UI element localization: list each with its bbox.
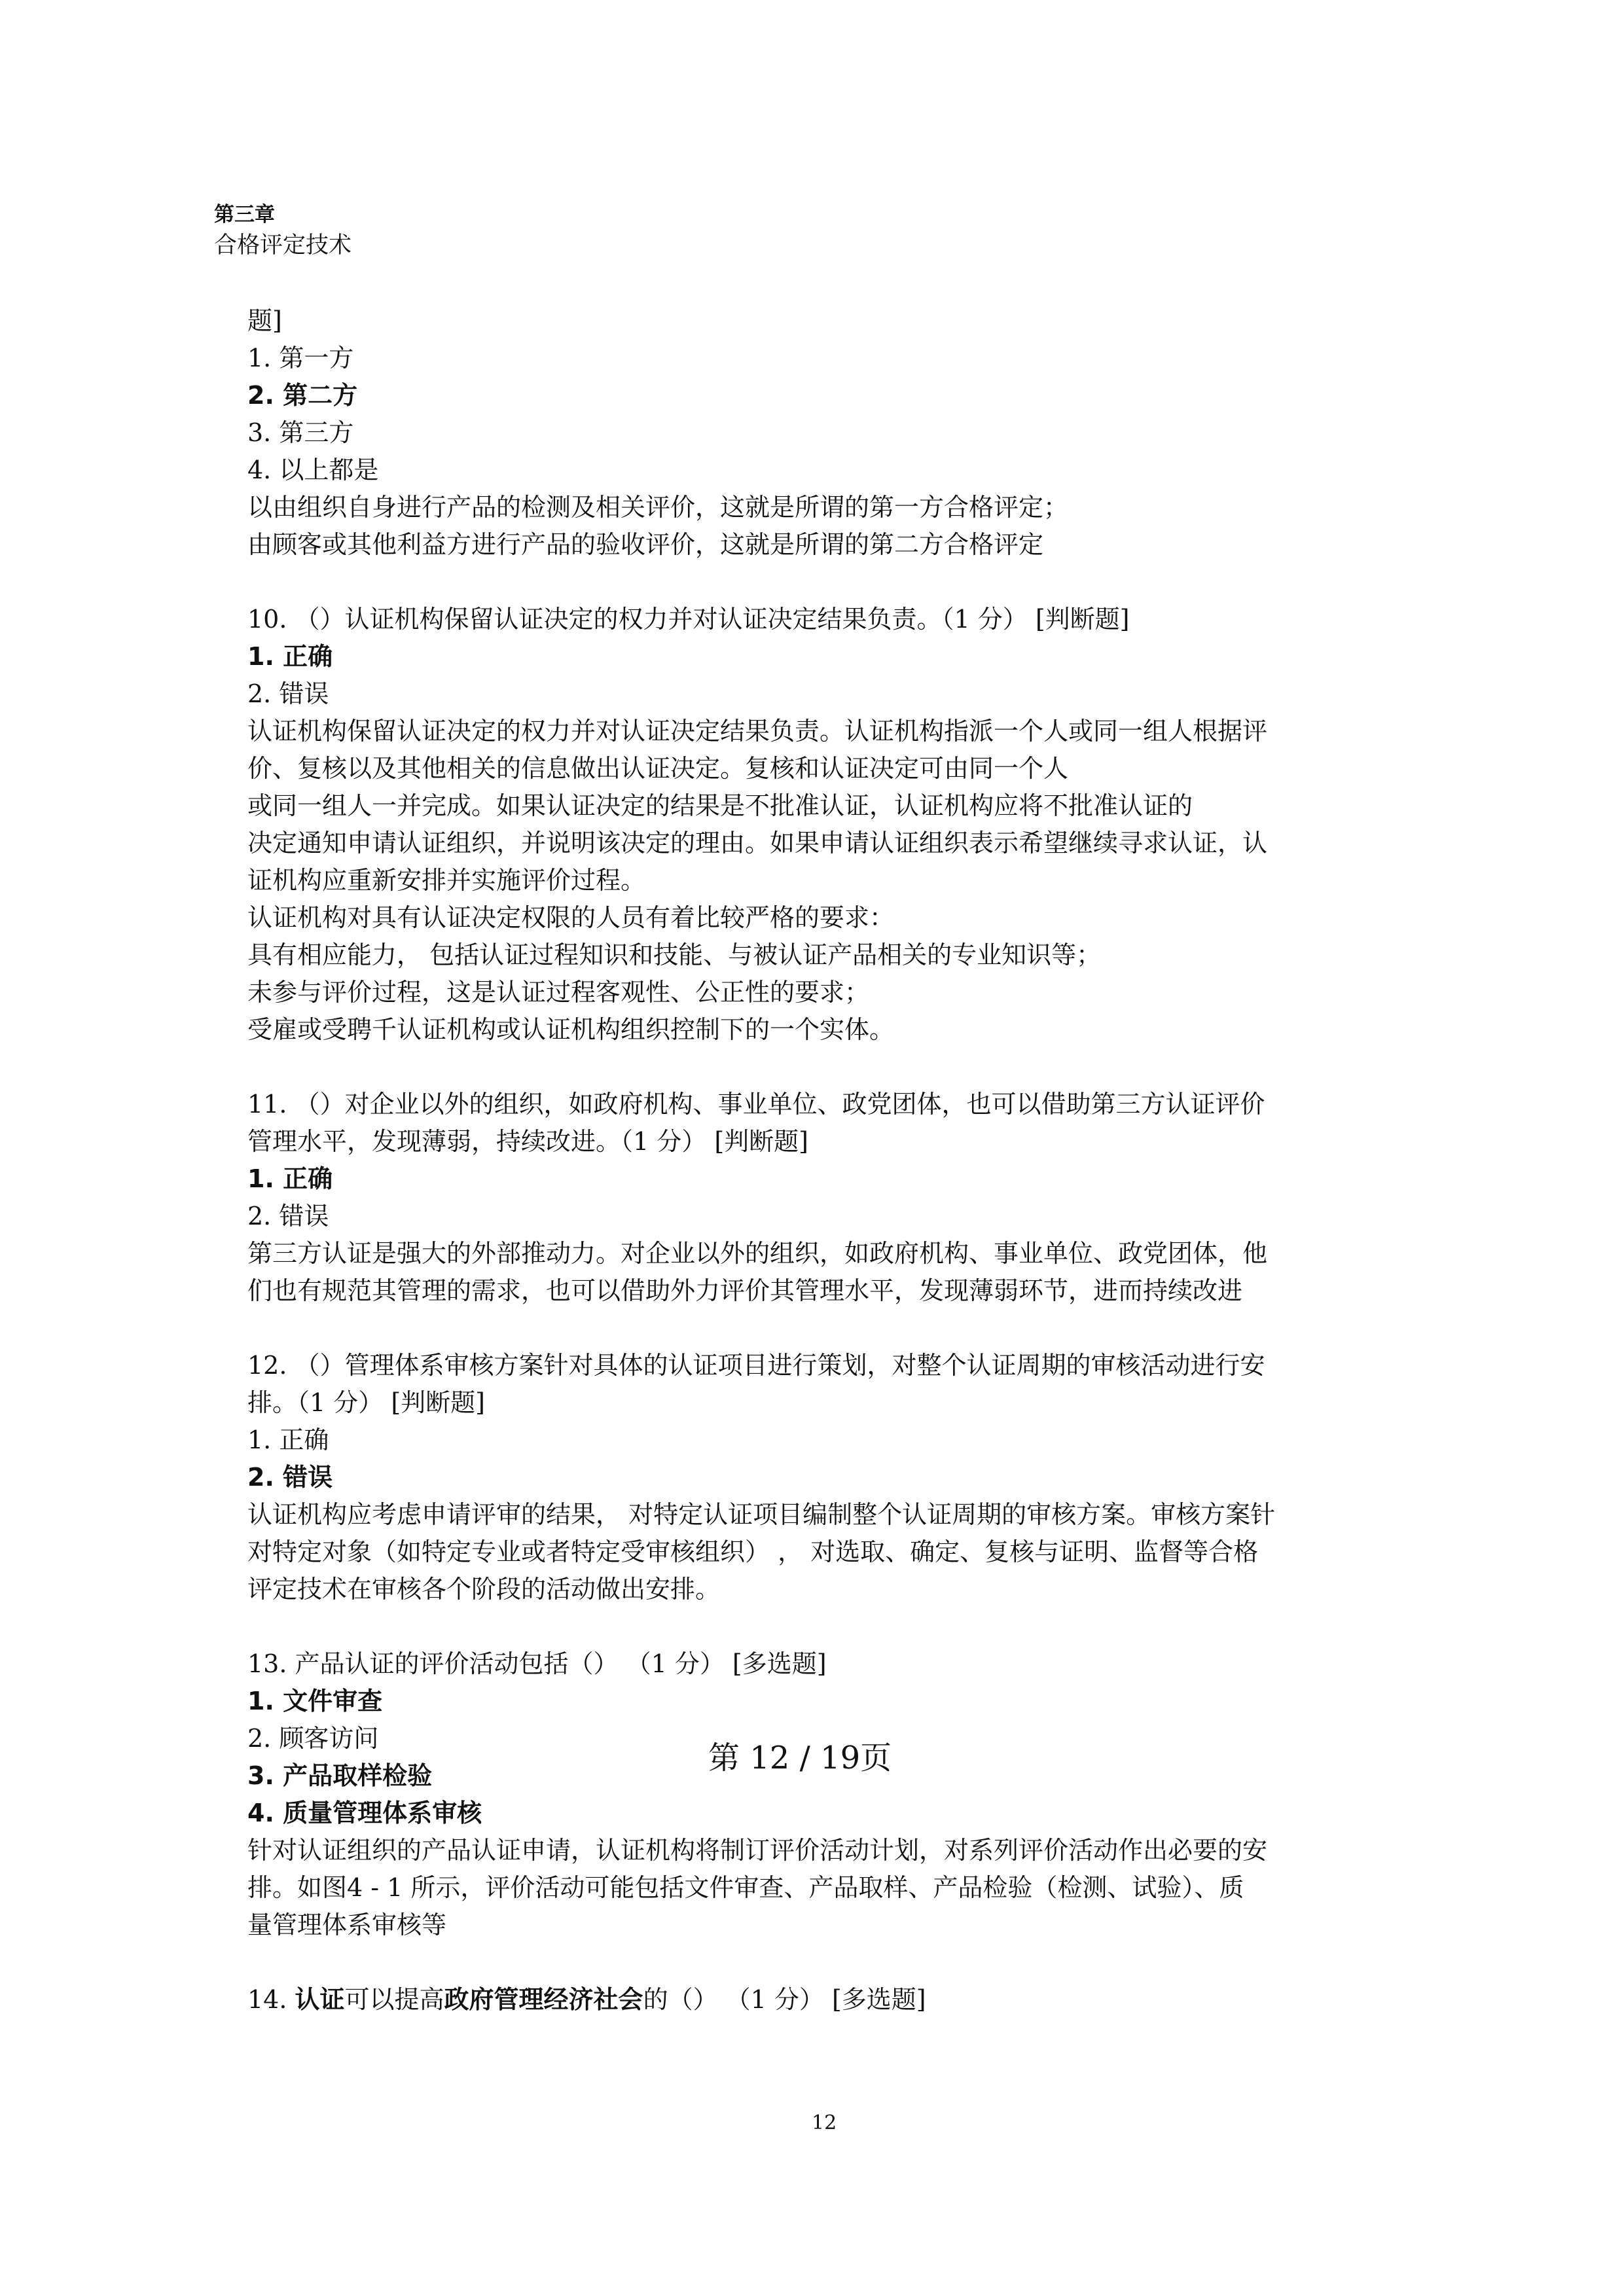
- q9-option-2: 2. 第二方: [247, 381, 358, 410]
- q10-explanation-line: 证机构应重新安排并实施评价过程。: [247, 866, 646, 895]
- q10-explanation-line: 具有相应能力， 包括认证过程知识和技能、与被认证产品相关的专业知识等；: [247, 941, 1102, 969]
- q9-option-3: 3. 第三方: [247, 418, 354, 447]
- q9-option-1: 1. 第一方: [247, 344, 354, 372]
- q11-explanation-line: 第三方认证是强大的外部推动力。对企业以外的组织，如政府机构、事业单位、政党团体，他: [247, 1239, 1268, 1268]
- q9-tail: 题]: [247, 306, 282, 335]
- page-header: [214, 200, 352, 262]
- q12-question-line: 12. （）管理体系审核方案针对具体的认证项目进行策划，对整个认证周期的审核活动进行安: [247, 1351, 1265, 1380]
- q10-explanation-line: 价、复核以及其他相关的信息做出认证决定。复核和认证决定可由同一个人: [247, 754, 1069, 783]
- q12-option-2: 2. 错误: [247, 1463, 333, 1492]
- q11-question-line: 11. （）对企业以外的组织，如政府机构、事业单位、政党团体，也可以借助第三方认证评价: [247, 1090, 1265, 1119]
- q11-option-1: 1. 正确: [247, 1164, 333, 1193]
- q11-option-2: 2. 错误: [247, 1202, 329, 1230]
- q11-question-line: 管理水平，发现薄弱，持续改进。（1 分） [判断题]: [247, 1127, 808, 1156]
- q10-explanation-line: 决定通知申请认证组织，并说明该决定的理由。如果申请认证组织表示希望继续寻求认证，认: [247, 829, 1268, 857]
- q14-prefix: 14.: [247, 1985, 295, 2014]
- q13-option-3: 3. 产品取样检验: [247, 1761, 433, 1790]
- q14-question: [247, 1981, 1426, 2018]
- q13-option-1: 1. 文件审查: [247, 1687, 383, 1715]
- q12-question-line: 排。（1 分） [判断题]: [247, 1388, 485, 1417]
- q10-explanation-line: 受雇或受聘千认证机构或认证机构组织控制下的一个实体。: [247, 1015, 895, 1044]
- q14-suffix: 的（） （1 分） [多选题]: [643, 1985, 926, 2014]
- q12-explanation-line: 评定技术在审核各个阶段的活动做出安排。: [247, 1575, 721, 1604]
- q9-explanation-line: 以由组织自身进行产品的检测及相关评价，这就是所谓的第一方合格评定；: [247, 493, 1069, 522]
- q10-explanation-line: 未参与评价过程，这是认证过程客观性、公正性的要求；: [247, 978, 870, 1007]
- q10-question: 10. （）认证机构保留认证决定的权力并对认证决定结果负责。（1 分） [判断题]: [247, 605, 1130, 634]
- q10-option-2: 2. 错误: [247, 679, 329, 708]
- q13-option-4: 4. 质量管理体系审核: [247, 1799, 482, 1827]
- q10-option-1: 1. 正确: [247, 642, 333, 671]
- q10-explanation-line: 认证机构保留认证决定的权力并对认证决定结果负责。认证机构指派一个人或同一组人根据评: [247, 717, 1268, 745]
- page-number: 12: [812, 2111, 837, 2134]
- q12-option-1: 1. 正确: [247, 1426, 329, 1454]
- q13-explanation-line: 量管理体系审核等: [247, 1910, 447, 1939]
- q13-option-2: 2. 顾客访问: [247, 1724, 379, 1753]
- q14-mid: 可以提高: [344, 1985, 444, 2014]
- q13-explanation-line: 针对认证组织的产品认证申请，认证机构将制订评价活动计划，对系列评价活动作出必要的安: [247, 1836, 1268, 1865]
- q10-explanation-line: 或同一组人一并完成。如果认证决定的结果是不批准认证，认证机构应将不批准认证的: [247, 791, 1193, 820]
- q13-question: 13. 产品认证的评价活动包括（） （1 分） [多选题]: [247, 1649, 827, 1678]
- q11-explanation-line: 们也有规范其管理的需求，也可以借助外力评价其管理水平，发现薄弱环节，进而持续改进: [247, 1276, 1243, 1305]
- q14-bold-term: 政府管理经济社会: [444, 1985, 643, 2014]
- q9-option-4: 4. 以上都是: [247, 456, 379, 484]
- q14-bold-term: 认证: [295, 1985, 345, 2014]
- q9-explanation-line: 由顾客或其他利益方进行产品的验收评价，这就是所谓的第二方合格评定: [247, 530, 1044, 559]
- q12-explanation-line: 对特定对象（如特定专业或者特定受审核组织） ， 对选取、确定、复核与证明、监督等合格: [247, 1537, 1259, 1566]
- chapter-title: 合格评定技术: [214, 232, 352, 259]
- q12-explanation-line: 认证机构应考虑申请评审的结果， 对特定认证项目编制整个认证周期的审核方案。审核方案针: [247, 1500, 1276, 1529]
- q10-explanation-line: 认证机构对具有认证决定权限的人员有着比较严格的要求：: [247, 903, 895, 932]
- q13-explanation-line: 排。如图4 - 1 所示，评价活动可能包括文件审查、产品取样、产品检验（检测、试验）、质: [247, 1873, 1244, 1902]
- chapter-label: 第三章: [214, 203, 275, 226]
- page-indicator: 第 12 / 19页: [708, 1740, 892, 1776]
